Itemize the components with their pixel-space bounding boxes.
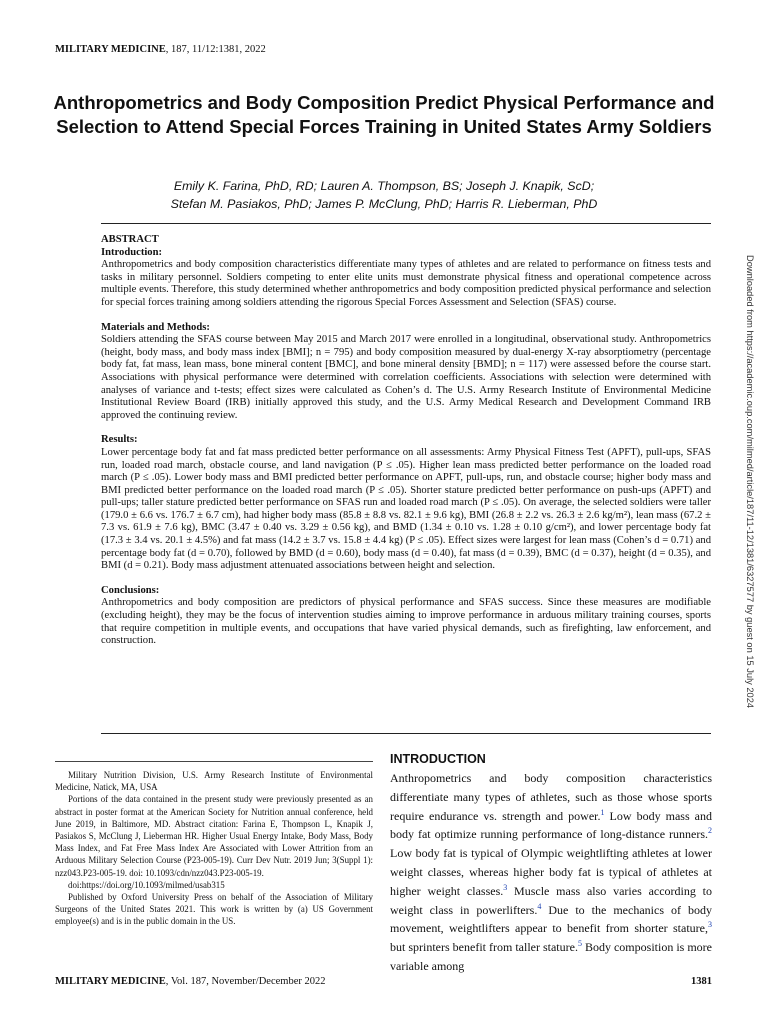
citation-ref[interactable]: 4 bbox=[537, 901, 542, 911]
abstract-results-text: Lower percentage body fat and fat mass predicted better performance on all assessments: Army Physical Fitness Test (APFT), pull-ups, SFAS run, loaded road march, obstacle course, and land navigation (P ≤ .05). Higher lean mass predicted better performance on the loaded road march (P ≤ .05). Lower body mass and BMI predicted better performance on APFT, pull-ups, run, and obstacle course; higher body mass and BMI predicted better performance on the loaded road march (P ≤ .05). Shorter stature predicted better performance on push-ups (APFT) and pull-ups; taller stature predicted better performance on SFAS run and loaded road march (P ≤ .05). On average, the selected soldiers were taller (179.0 ± 6.6 vs. 176.7 ± 6.7 cm), had higher body mass (85.8 ± 8.8 vs. 82.1 ± 9.6 kg), BMI (26.8 ± 2.2 vs. 26.3 ± 2.6 kg/m²), lean mass (67.2 ± 7.3 vs. 61.9 ± 7.6 kg), BMC (3.47 ± 0.40 vs. 3.29 ± 0.56 kg), and BMD (1.34 ± 0.10 vs. 1.28 ± 0.10 g/cm²), and lower percentage body fat (17.3 ± 3.4 vs. 20.1 ± 4.5%) and fat mass (14.2 ± 3.7 vs. 15.8 ± 4.4 kg) (P ≤ .05). Effect sizes were largest for lean mass (Cohen’s d = 0.71) and percentage body fat (d = 0.70), followed by BMD (d = 0.60), body mass (d = 0.40), fat mass (d = 0.39), BMC (d = 0.37), height (d = 0.35), and BMI (d = 0.21). Body mass adjustment attenuated associations between height and selection. bbox=[101, 446, 711, 572]
citation-ref[interactable]: 5 bbox=[577, 939, 582, 949]
footer-issue: , Vol. 187, November/December 2022 bbox=[165, 976, 326, 987]
footnote-publisher: Published by Oxford University Press on behalf of the Association of Military Surgeons of the United States 2021. This work is written by (a) US Government employee(s) and is in the public domain in the US. bbox=[55, 892, 373, 927]
introduction-paragraph: Anthropometrics and body composition characteristics differentiate many types of athletes, such as those whose sports require endurance vs. strength and power.$^1$ Low body mass and body fat optimize running performance of long-distance runners.$^2$ Low body fat is typical of Olympic weightlifting athletes at lower weight classes, whereas higher body fat is typical of athletes at higher weight classes.$^3$ Muscle mass also varies according to weight class in powerlifters.$^4$ Due to the mechanics of body movement, weightlifters appear to benefit from shorter stature,$^3$ but sprinters benefit from taller stature.$^5$ Body composition is more variable among bbox=[390, 771, 713, 973]
download-notice-text: Downloaded from https://academic.oup.com/milmed/article/187/11-12/1381/6327577 by guest on 15 July 2024 bbox=[745, 255, 755, 709]
footnote-doi[interactable]: doi:https://doi.org/10.1093/milmed/usab315 bbox=[68, 879, 225, 890]
page-footer bbox=[55, 976, 712, 987]
introduction bbox=[390, 752, 712, 976]
author-list bbox=[40, 177, 728, 213]
citation-ref[interactable]: 3 bbox=[708, 920, 712, 930]
author-line-1: Emily K. Farina, PhD, RD; Lauren A. Thompson, BS; Joseph J. Knapik, ScD; bbox=[173, 179, 595, 193]
abstract-heading: ABSTRACT bbox=[101, 234, 159, 245]
footnote bbox=[55, 769, 373, 928]
author-line-2: Stefan M. Pasiakos, PhD; James P. McClung, PhD; Harris R. Lieberman, PhD bbox=[170, 197, 598, 211]
abstract-results-heading: Results: bbox=[101, 434, 138, 446]
journal-citation: , 187, 11/12:1381, 2022 bbox=[165, 44, 266, 55]
abstract-conclusions-text: Anthropometrics and body composition are predictors of physical performance and SFAS success. Since these measures are modifiable (excluding height), they may be the focus of intervention studies aiming to improve performance in arduous military training courses, sports that require competition in multiple events, and occupations that have varied physical demands, such as firefighting, law enforcement, and construction. bbox=[101, 597, 711, 647]
citation-ref[interactable]: 1 bbox=[600, 807, 605, 817]
download-notice bbox=[741, 255, 757, 769]
journal-name: MILITARY MEDICINE bbox=[55, 44, 166, 55]
article-title: Anthropometrics and Body Composition Predict Physical Performance and Selection to Attend Special Forces Training in United States Army Soldiers bbox=[53, 92, 715, 137]
journal-header bbox=[55, 44, 266, 55]
footnote-affiliation: Military Nutrition Division, U.S. Army Research Institute of Environmental Medicine, Natick, MA, USA bbox=[55, 770, 373, 793]
abstract-top-rule bbox=[101, 223, 711, 224]
footnote-rule bbox=[55, 761, 373, 762]
abstract-conclusions-heading: Conclusions: bbox=[101, 584, 160, 596]
abstract-methods-heading: Materials and Methods: bbox=[101, 321, 210, 333]
citation-ref[interactable]: 3 bbox=[503, 882, 508, 892]
footnote-presentation: Portions of the data contained in the present study were previously presented as an abstract in poster format at the American Society for Nutrition annual conference, held June 2019, in Baltimore, MD. Abstract citation: Farina E, Thompson L, Knapik J, Pasiakos S, McClung J, Lieberman HR. Higher Usual Energy Intake, Body Mass, Body Mass Index, and Fat Free Mass Index Are Associated with Lower Attrition from an Arduous Military Selection Course (P23-005-19). Curr Dev Nutr. 2019 Jun; 3(Suppl 1): nzz043.P23-005-19. doi: 10.1093/cdn/nzz043.P23-005-19. bbox=[55, 794, 373, 878]
page-number: 1381 bbox=[691, 976, 712, 987]
introduction-heading: INTRODUCTION bbox=[390, 752, 486, 766]
citation-ref[interactable]: 2 bbox=[708, 826, 712, 836]
abstract-bottom-rule bbox=[101, 733, 711, 734]
abstract bbox=[101, 234, 711, 648]
abstract-intro-text: Anthropometrics and body composition characteristics differentiate many types of athletes and are related to performance on fitness tests and tasks in military personnel. Soldiers competing to enter elite units must demonstrate physical fitness and operational competence across multiple events. Therefore, this study determined whether anthropometrics and body composition predicted physical performance and selection for special forces training among soldiers attending the rigorous Special Forces Assessment and Selection (SFAS) course. bbox=[101, 259, 711, 308]
footer-journal: MILITARY MEDICINE bbox=[55, 976, 166, 987]
abstract-methods-text: Soldiers attending the SFAS course between May 2015 and March 2017 were enrolled in a longitudinal, observational study. Anthropometrics (height, body mass, and body mass index [BMI]; n = 795) and body composition measured by dual-energy X-ray absorptiometry (percentage body fat, fat mass, lean mass, bone mineral content [BMC], and bone mineral density [BMD]; n = 117) were assessed before the course start. Associations with physical performance were determined with correlation coefficients. Associations with selection were determined with analyses of variance and t-tests; effect sizes were calculated as Cohen’s d. The U.S. Army Research Institute of Environmental Medicine Institutional Review Board (IRB) initially approved this study, and the U.S. Army Medical Research and Development Command IRB approved the continuing review. bbox=[101, 334, 711, 421]
abstract-intro-heading: Introduction: bbox=[101, 246, 163, 258]
